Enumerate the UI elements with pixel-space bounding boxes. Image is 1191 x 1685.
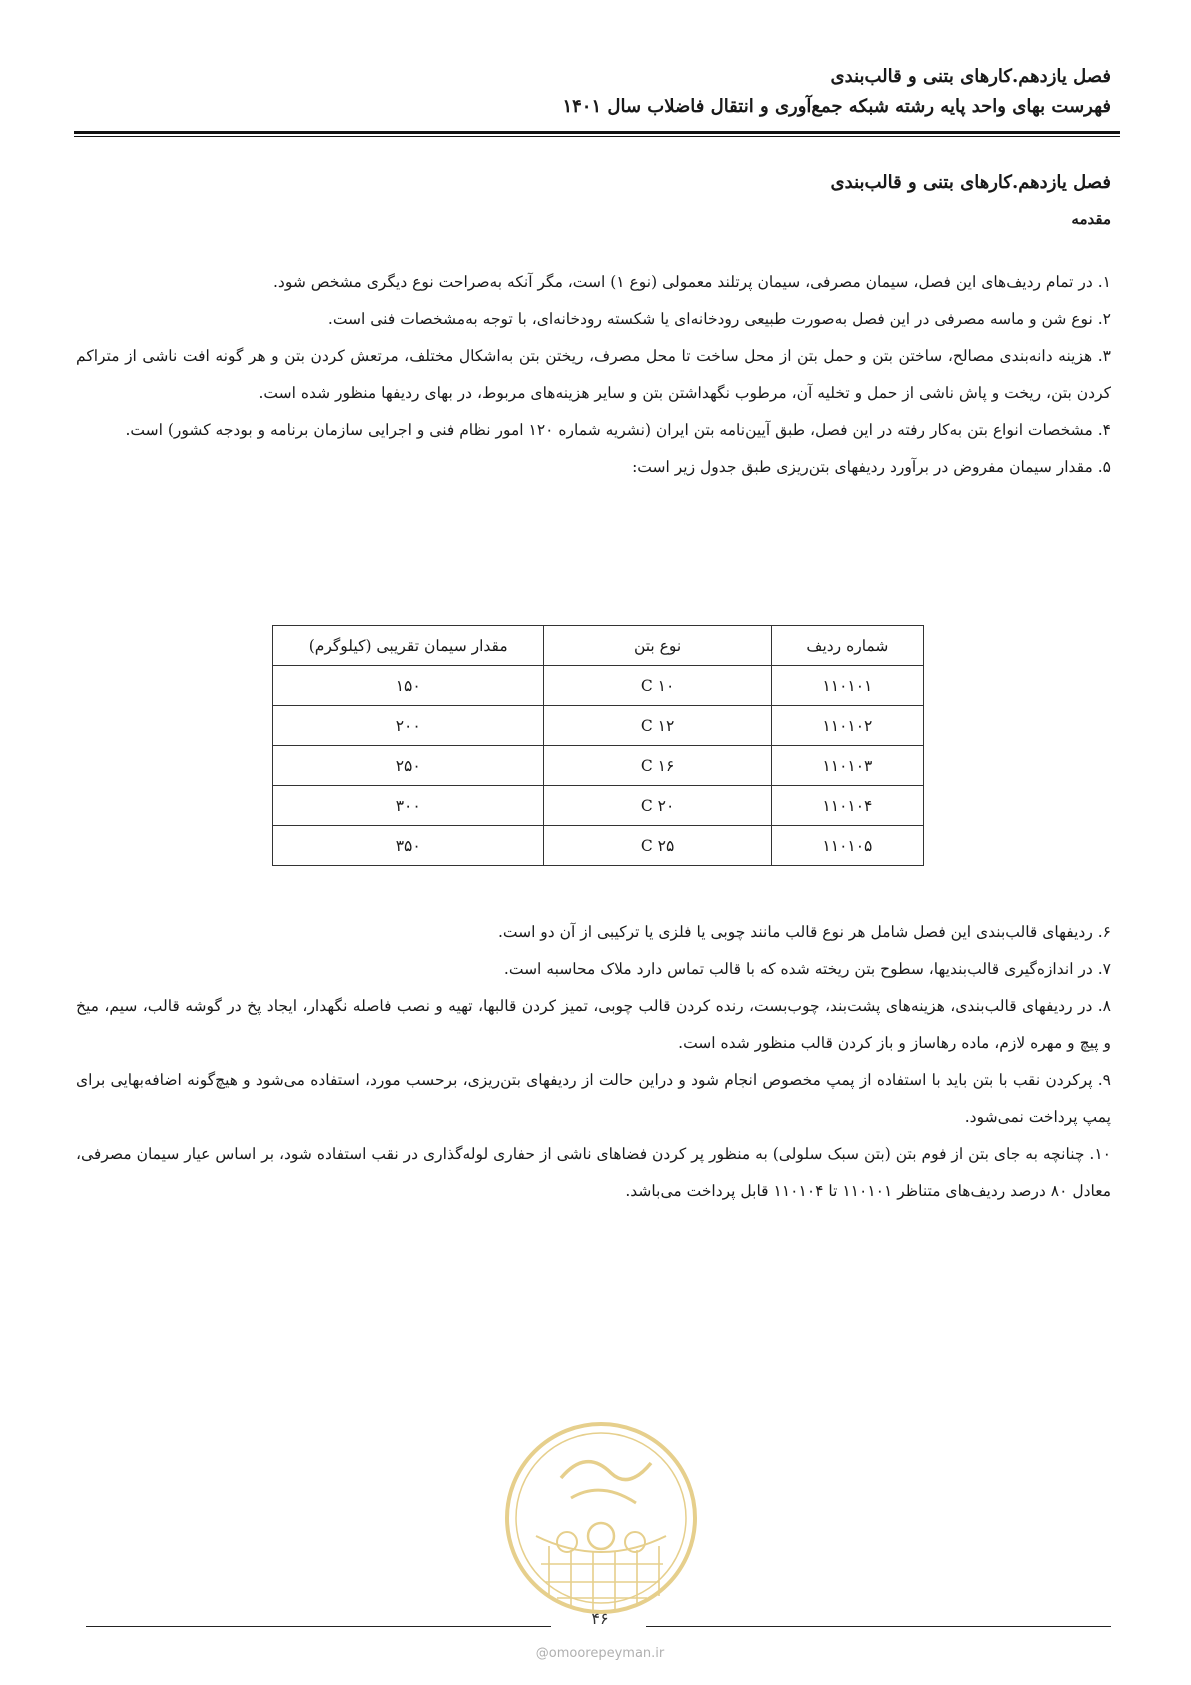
paragraphs-after-table: [76, 914, 1111, 1210]
paragraphs-before-table: [76, 264, 1111, 486]
table-cell: ۱۱۰۱۰۴: [771, 786, 923, 826]
table-cell: ۲۵۰: [273, 746, 544, 786]
paragraph-5: ۵. مقدار سیمان مفروض در برآورد ردیفهای بتن‌ریزی طبق جدول زیر است:: [632, 458, 1111, 476]
table-cell: ۳۰۰: [273, 786, 544, 826]
header-rule-thin: [74, 136, 1120, 137]
paragraph-6: ۶. ردیفهای قالب‌بندی این فصل شامل هر نوع قالب مانند چوبی یا فلزی یا ترکیبی از آن دو است.: [497, 923, 1111, 941]
table-cell: ۳۵۰: [273, 826, 544, 866]
page-number: ۴۶: [591, 1609, 609, 1628]
paragraph-4: ۴. مشخصات انواع بتن به‌کار رفته در این فصل، طبق آیین‌نامه بتن ایران (نشریه شماره ۱۲۰ امور نظام فنی و اجرایی سازمان برنامه و بودجه کشور) است.: [125, 421, 1111, 439]
table-cell: ۱۱۰۱۰۳: [771, 746, 923, 786]
table-cell: ۱۱۰۱۰۲: [771, 706, 923, 746]
seal-logo-icon: [501, 1418, 701, 1618]
table-header-cell: نوع بتن: [544, 626, 771, 666]
section-title: فصل یازدهم.کارهای بتنی و قالب‌بندی: [830, 172, 1111, 193]
table-header-cell: شماره ردیف: [771, 626, 923, 666]
paragraph-2: ۲. نوع شن و ماسه مصرفی در این فصل به‌صورت طبیعی رودخانه‌ای یا شکسته رودخانه‌ای، با توجه به‌مشخصات فنی است.: [327, 310, 1111, 328]
watermark-text: @omoorepeyman.ir: [535, 1646, 665, 1661]
table-row: [273, 826, 924, 866]
table-row: [273, 666, 924, 706]
footer-rule-right: [646, 1626, 1111, 1627]
header-document-title: فهرست بهای واحد پایه رشته شبکه جمع‌آوری و انتقال فاضلاب سال ۱۴۰۱: [562, 96, 1111, 117]
section-subtitle: مقدمه: [1071, 210, 1111, 228]
paragraph-8: ۸. در ردیفهای قالب‌بندی، هزینه‌های پشت‌بند، چوب‌بست، رنده کردن قالب چوبی، تمیز کردن قالبها، تهیه و نصب فاصله نگهدار، ایجاد پخ در گوشه قالب، سیم، میخ و پیچ و مهره لازم، ماده رهاساز و باز کردن قالب منظور شده است.: [76, 997, 1111, 1052]
paragraph-7: ۷. در اندازه‌گیری قالب‌بندیها، سطوح بتن ریخته شده که با قالب تماس دارد ملاک محاسبه است.: [503, 960, 1111, 978]
header-rule-thick: [74, 131, 1120, 134]
paragraph-10: ۱۰. چنانچه به جای بتن از فوم بتن (بتن سبک سلولی) به منظور پر کردن فضاهای ناشی از حفاری لوله‌گذاری در نقب استفاده شود، بر اساس عیار سیمان مصرفی، معادل ۸۰ درصد ردیف‌های متناظر ۱۱۰۱۰۱ تا ۱۱۰۱۰۴ قابل پرداخت می‌باشد.: [76, 1145, 1111, 1200]
table-cell: ۱۱۰۱۰۵: [771, 826, 923, 866]
table-header-cell: مقدار سیمان تقریبی (کیلوگرم): [273, 626, 544, 666]
table-cell: C ۲۵: [544, 826, 771, 866]
table-cell: C ۱۰: [544, 666, 771, 706]
table-cell: C ۲۰: [544, 786, 771, 826]
table-cell: ۱۱۰۱۰۱: [771, 666, 923, 706]
paragraph-9: ۹. پرکردن نقب با بتن باید با استفاده از پمپ مخصوص انجام شود و دراین حالت از ردیفهای بتن‌ریزی، برحسب مورد، استفاده می‌شود و هیچ‌گونه اضافه‌بهایی برای پمپ پرداخت نمی‌شود.: [76, 1071, 1111, 1126]
table-row: [273, 746, 924, 786]
table-cell: C ۱۶: [544, 746, 771, 786]
cement-table: [272, 625, 924, 866]
header-chapter-title: فصل یازدهم.کارهای بتنی و قالب‌بندی: [830, 66, 1111, 87]
table-cell: C ۱۲: [544, 706, 771, 746]
footer-rule-left: [86, 1626, 551, 1627]
table-row: [273, 786, 924, 826]
table-cell: ۱۵۰: [273, 666, 544, 706]
table-cell: ۲۰۰: [273, 706, 544, 746]
table-header-row: [273, 626, 924, 666]
paragraph-3: ۳. هزینه دانه‌بندی مصالح، ساختن بتن و حمل بتن از محل ساخت تا محل مصرف، ریختن بتن به‌اشکال مختلف، مرتعش کردن بتن و هر گونه افت ناشی از متراکم کردن بتن، ریخت و پاش ناشی از حمل و تخلیه آن، مرطوب نگهداشتن بتن و سایر هزینه‌های مربوط، در بهای ردیفها منظور شده است.: [76, 347, 1111, 402]
page-header: [71, 62, 1111, 122]
table-row: [273, 706, 924, 746]
paragraph-1: ۱. در تمام ردیف‌های این فصل، سیمان مصرفی، سیمان پرتلند معمولی (نوع ۱) است، مگر آنکه به‌صراحت نوع دیگری مشخص شود.: [272, 273, 1111, 291]
